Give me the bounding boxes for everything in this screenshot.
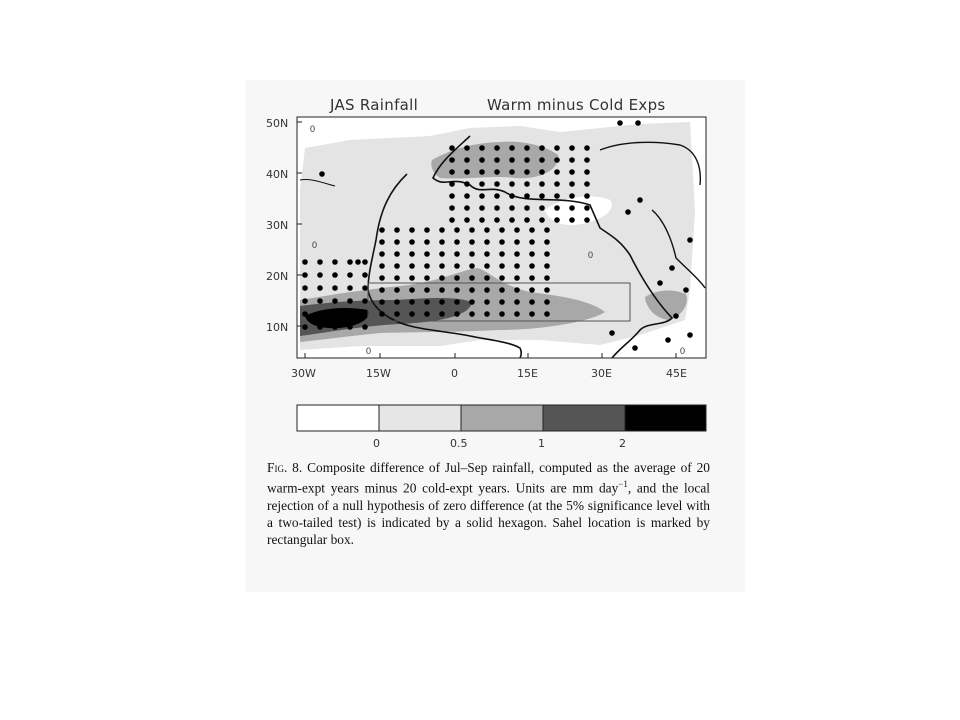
significance-hexagon — [499, 227, 505, 233]
significance-hexagon — [379, 275, 385, 281]
colorbar-swatch — [461, 405, 543, 431]
significance-hexagon — [464, 157, 470, 163]
significance-hexagon — [524, 157, 530, 163]
significance-hexagon — [319, 171, 325, 177]
caption-superscript: −1 — [618, 479, 628, 490]
significance-hexagon — [499, 239, 505, 245]
significance-hexagon — [529, 251, 535, 257]
significance-hexagon — [484, 299, 490, 305]
significance-hexagon — [469, 263, 475, 269]
x-tick-label: 15E — [517, 367, 538, 380]
significance-hexagon — [394, 251, 400, 257]
significance-hexagon — [394, 299, 400, 305]
significance-hexagon — [539, 205, 545, 211]
significance-hexagon — [529, 311, 535, 317]
significance-hexagon — [514, 239, 520, 245]
significance-hexagon — [539, 145, 545, 151]
significance-hexagon — [449, 205, 455, 211]
significance-hexagon — [554, 169, 560, 175]
significance-hexagon — [524, 217, 530, 223]
significance-hexagon — [479, 217, 485, 223]
significance-hexagon — [439, 227, 445, 233]
significance-hexagon — [409, 251, 415, 257]
significance-hexagon — [332, 324, 338, 330]
significance-hexagon — [409, 287, 415, 293]
significance-hexagon — [494, 145, 500, 151]
colorbar-label: 0.5 — [450, 437, 468, 450]
significance-hexagon — [509, 181, 515, 187]
significance-hexagon — [514, 311, 520, 317]
significance-hexagon — [494, 193, 500, 199]
colorbar-swatch — [297, 405, 379, 431]
significance-hexagon — [529, 239, 535, 245]
significance-hexagon — [424, 251, 430, 257]
significance-hexagon — [332, 285, 338, 291]
significance-hexagon — [362, 259, 368, 265]
significance-hexagon — [584, 169, 590, 175]
significance-hexagon — [379, 239, 385, 245]
significance-hexagon — [539, 157, 545, 163]
significance-hexagon — [479, 169, 485, 175]
significance-hexagon — [454, 263, 460, 269]
significance-hexagon — [302, 298, 308, 304]
significance-hexagon — [609, 330, 615, 336]
significance-hexagon — [665, 337, 671, 343]
significance-hexagon — [554, 181, 560, 187]
significance-hexagon — [332, 298, 338, 304]
significance-hexagon — [464, 169, 470, 175]
significance-hexagon — [409, 299, 415, 305]
significance-hexagon — [394, 311, 400, 317]
significance-hexagon — [484, 239, 490, 245]
significance-hexagon — [569, 145, 575, 151]
significance-hexagon — [332, 272, 338, 278]
significance-hexagon — [544, 227, 550, 233]
significance-hexagon — [394, 227, 400, 233]
significance-hexagon — [657, 280, 663, 286]
colorbar-label: 2 — [619, 437, 626, 450]
significance-hexagon — [424, 287, 430, 293]
significance-hexagon — [454, 299, 460, 305]
significance-hexagon — [409, 239, 415, 245]
significance-hexagon — [544, 299, 550, 305]
significance-hexagon — [347, 285, 353, 291]
significance-hexagon — [554, 205, 560, 211]
significance-hexagon — [569, 193, 575, 199]
significance-hexagon — [524, 193, 530, 199]
significance-hexagon — [635, 120, 641, 126]
significance-hexagon — [529, 227, 535, 233]
significance-hexagon — [317, 324, 323, 330]
significance-hexagon — [347, 311, 353, 317]
significance-hexagon — [683, 287, 689, 293]
significance-hexagon — [569, 169, 575, 175]
significance-hexagon — [544, 287, 550, 293]
significance-hexagon — [454, 251, 460, 257]
significance-hexagon — [317, 298, 323, 304]
significance-hexagon — [479, 157, 485, 163]
significance-hexagon — [539, 217, 545, 223]
significance-hexagon — [499, 311, 505, 317]
significance-hexagon — [544, 251, 550, 257]
significance-hexagon — [584, 193, 590, 199]
x-tick-label: 30W — [291, 367, 316, 380]
significance-hexagon — [494, 169, 500, 175]
significance-hexagon — [355, 259, 361, 265]
significance-hexagon — [469, 275, 475, 281]
colorbar-swatch — [379, 405, 461, 431]
significance-hexagon — [514, 263, 520, 269]
significance-hexagon — [439, 287, 445, 293]
significance-hexagon — [554, 217, 560, 223]
significance-hexagon — [362, 311, 368, 317]
significance-hexagon — [514, 227, 520, 233]
significance-hexagon — [464, 145, 470, 151]
significance-hexagon — [394, 287, 400, 293]
significance-hexagon — [449, 193, 455, 199]
significance-hexagon — [332, 311, 338, 317]
significance-hexagon — [454, 311, 460, 317]
significance-hexagon — [524, 181, 530, 187]
significance-hexagon — [317, 259, 323, 265]
significance-hexagon — [449, 157, 455, 163]
y-tick-label: 50N — [266, 117, 289, 130]
significance-hexagon — [499, 287, 505, 293]
significance-hexagon — [317, 311, 323, 317]
significance-hexagon — [509, 169, 515, 175]
significance-hexagon — [439, 275, 445, 281]
significance-hexagon — [449, 169, 455, 175]
y-tick-label: 30N — [266, 219, 289, 232]
significance-hexagon — [362, 324, 368, 330]
significance-hexagon — [669, 265, 675, 271]
significance-hexagon — [569, 205, 575, 211]
significance-hexagon — [529, 299, 535, 305]
significance-hexagon — [584, 205, 590, 211]
significance-hexagon — [347, 298, 353, 304]
significance-hexagon — [409, 311, 415, 317]
y-tick-label: 10N — [266, 321, 289, 334]
significance-hexagon — [544, 275, 550, 281]
significance-hexagon — [439, 263, 445, 269]
caption-text: Composite difference of Jul–Sep rainfall, computed as the average of 20 warm-expt years minus 20 cold-expt years. Units are mm day — [267, 460, 710, 496]
significance-hexagon — [347, 272, 353, 278]
significance-hexagon — [569, 181, 575, 187]
significance-hexagon — [544, 239, 550, 245]
significance-hexagon — [499, 251, 505, 257]
significance-hexagon — [317, 285, 323, 291]
significance-hexagon — [302, 311, 308, 317]
significance-hexagon — [469, 227, 475, 233]
significance-hexagon — [454, 275, 460, 281]
significance-hexagon — [449, 217, 455, 223]
significance-hexagon — [469, 239, 475, 245]
x-tick-label: 0 — [451, 367, 458, 380]
significance-hexagon — [524, 145, 530, 151]
significance-hexagon — [439, 311, 445, 317]
significance-hexagon — [379, 311, 385, 317]
significance-hexagon — [302, 324, 308, 330]
significance-hexagon — [347, 324, 353, 330]
significance-hexagon — [394, 275, 400, 281]
significance-hexagon — [509, 205, 515, 211]
significance-hexagon — [454, 239, 460, 245]
significance-hexagon — [484, 251, 490, 257]
significance-hexagon — [494, 181, 500, 187]
colorbar-swatch — [625, 405, 706, 431]
significance-hexagon — [569, 157, 575, 163]
significance-hexagon — [554, 193, 560, 199]
significance-hexagon — [439, 299, 445, 305]
significance-hexagon — [409, 263, 415, 269]
significance-hexagon — [509, 217, 515, 223]
map-title-left: JAS Rainfall — [330, 96, 419, 114]
significance-hexagon — [509, 193, 515, 199]
significance-hexagon — [494, 217, 500, 223]
significance-hexagon — [464, 193, 470, 199]
significance-hexagon — [362, 298, 368, 304]
contour-label: 0 — [680, 346, 686, 356]
significance-hexagon — [484, 287, 490, 293]
significance-hexagon — [584, 157, 590, 163]
significance-hexagon — [554, 145, 560, 151]
significance-hexagon — [479, 145, 485, 151]
significance-hexagon — [394, 263, 400, 269]
significance-hexagon — [479, 181, 485, 187]
significance-hexagon — [302, 259, 308, 265]
significance-hexagon — [469, 299, 475, 305]
significance-hexagon — [394, 239, 400, 245]
significance-hexagon — [499, 263, 505, 269]
significance-hexagon — [484, 311, 490, 317]
significance-hexagon — [424, 263, 430, 269]
significance-hexagon — [584, 217, 590, 223]
significance-hexagon — [514, 299, 520, 305]
significance-hexagon — [499, 299, 505, 305]
significance-hexagon — [347, 259, 353, 265]
significance-hexagon — [514, 275, 520, 281]
significance-hexagon — [514, 251, 520, 257]
significance-hexagon — [379, 287, 385, 293]
significance-hexagon — [449, 145, 455, 151]
y-tick-label: 20N — [266, 270, 289, 283]
significance-hexagon — [484, 263, 490, 269]
significance-hexagon — [479, 193, 485, 199]
significance-hexagon — [302, 285, 308, 291]
significance-hexagon — [317, 272, 323, 278]
significance-hexagon — [509, 157, 515, 163]
colorbar-swatch — [543, 405, 625, 431]
significance-hexagon — [332, 259, 338, 265]
significance-hexagon — [687, 237, 693, 243]
significance-hexagon — [529, 263, 535, 269]
significance-hexagon — [514, 287, 520, 293]
x-tick-label: 15W — [366, 367, 391, 380]
significance-hexagon — [409, 227, 415, 233]
significance-hexagon — [484, 227, 490, 233]
significance-hexagon — [424, 227, 430, 233]
significance-hexagon — [362, 285, 368, 291]
significance-hexagon — [464, 217, 470, 223]
significance-hexagon — [362, 272, 368, 278]
significance-hexagon — [469, 251, 475, 257]
contour-label: 0 — [588, 250, 594, 260]
significance-hexagon — [464, 181, 470, 187]
significance-hexagon — [524, 169, 530, 175]
significance-hexagon — [454, 227, 460, 233]
x-tick-label: 30E — [591, 367, 612, 380]
significance-hexagon — [625, 209, 631, 215]
significance-hexagon — [379, 263, 385, 269]
significance-hexagon — [673, 313, 679, 319]
significance-hexagon — [449, 181, 455, 187]
significance-hexagon — [539, 193, 545, 199]
significance-hexagon — [469, 287, 475, 293]
figure-caption — [267, 459, 710, 548]
colorbar — [297, 405, 706, 431]
contour-label: 0 — [310, 124, 316, 134]
map-title-right: Warm minus Cold Exps — [487, 96, 666, 114]
significance-hexagon — [544, 311, 550, 317]
significance-hexagon — [544, 263, 550, 269]
significance-hexagon — [584, 145, 590, 151]
significance-hexagon — [637, 197, 643, 203]
figure-number: Fig. 8. — [267, 460, 303, 475]
significance-hexagon — [439, 251, 445, 257]
contour-label: 0 — [366, 346, 372, 356]
significance-hexagon — [569, 217, 575, 223]
significance-hexagon — [479, 205, 485, 211]
significance-hexagon — [539, 181, 545, 187]
significance-hexagon — [554, 157, 560, 163]
caption-text: , and the local rejection of a null hypothesis of zero difference (at the 5% significance level with a two-tailed test) is indicated by a solid hexagon. Sahel location is marked by rectangular box. — [267, 480, 710, 548]
significance-hexagon — [687, 332, 693, 338]
significance-hexagon — [379, 227, 385, 233]
significance-hexagon — [617, 120, 623, 126]
significance-hexagon — [379, 299, 385, 305]
significance-hexagon — [539, 169, 545, 175]
significance-hexagon — [454, 287, 460, 293]
significance-hexagon — [494, 157, 500, 163]
significance-hexagon — [632, 345, 638, 351]
significance-hexagon — [499, 275, 505, 281]
significance-hexagon — [409, 275, 415, 281]
significance-hexagon — [529, 275, 535, 281]
colorbar-label: 0 — [373, 437, 380, 450]
significance-hexagon — [302, 272, 308, 278]
x-tick-label: 45E — [666, 367, 687, 380]
significance-hexagon — [379, 251, 385, 257]
significance-hexagon — [469, 311, 475, 317]
significance-hexagon — [524, 205, 530, 211]
significance-hexagon — [509, 145, 515, 151]
significance-hexagon — [494, 205, 500, 211]
colorbar-label: 1 — [538, 437, 545, 450]
contour-label: 0 — [312, 240, 318, 250]
significance-hexagon — [424, 299, 430, 305]
significance-hexagon — [484, 275, 490, 281]
significance-hexagon — [424, 275, 430, 281]
significance-hexagon — [424, 239, 430, 245]
significance-hexagon — [464, 205, 470, 211]
significance-hexagon — [424, 311, 430, 317]
significance-hexagon — [439, 239, 445, 245]
y-tick-label: 40N — [266, 168, 289, 181]
significance-hexagon — [529, 287, 535, 293]
significance-hexagon — [584, 181, 590, 187]
